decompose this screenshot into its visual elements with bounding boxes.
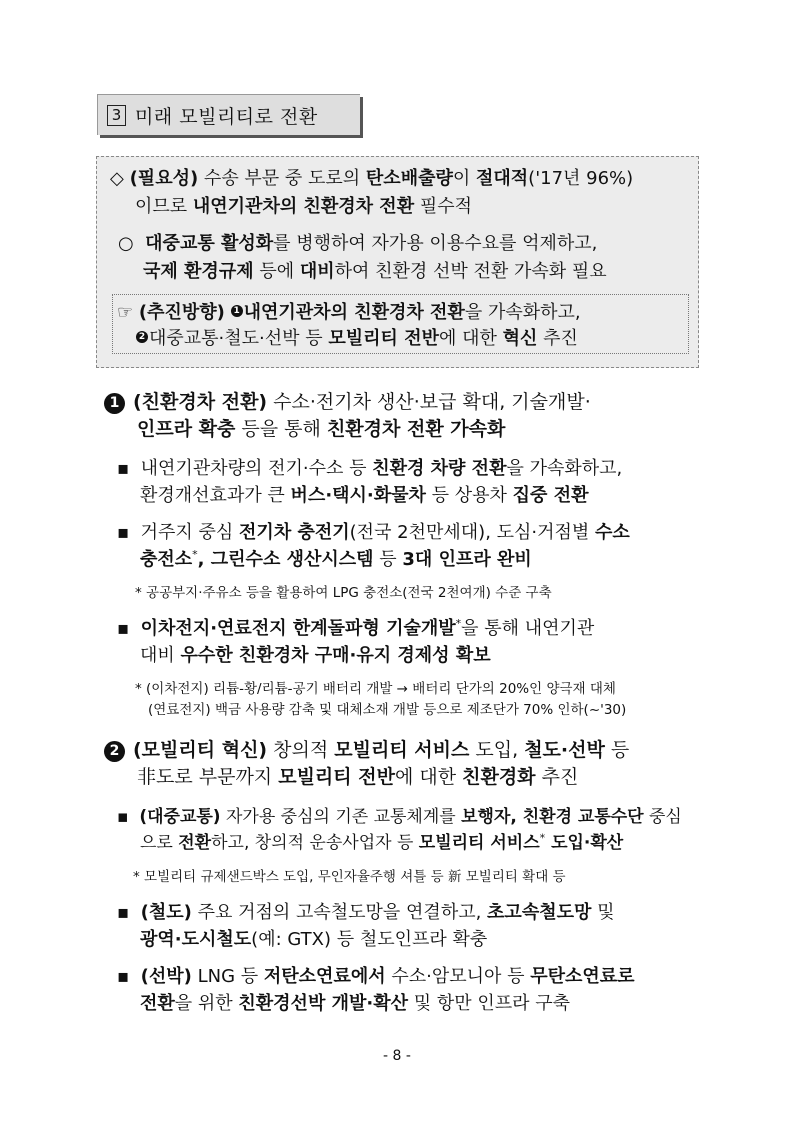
direction-line-1: ☞ (추진방향) 1 내연기관차의 친환경차 전환을 가속화하고, xyxy=(117,302,581,323)
square-bullet-icon: ▪ xyxy=(117,807,129,827)
square-bullet-icon: ▪ xyxy=(117,902,130,923)
item2-bullet2-line2: 광역·도시철도(예: GTX) 등 철도인프라 확충 xyxy=(140,929,488,950)
necessity-line-2: 이므로 내연기관차의 친환경차 전환 필수적 xyxy=(135,196,472,217)
number-2-icon: 2 xyxy=(136,331,148,343)
number-1-icon: 1 xyxy=(104,393,125,414)
item1-note-2a: * (이차전지) 리튬-황/리튬-공기 배터리 개발 → 배터리 단가의 20%인 양극재 대체 xyxy=(135,681,616,697)
direction-line-2: 2 대중교통·철도·선박 등 모빌리티 전반에 대한 혁신 추진 xyxy=(136,328,578,350)
square-bullet-icon: ▪ xyxy=(117,522,130,543)
transit-line-1: ○ 대중교통 활성화를 병행하여 자가용 이용수요를 억제하고, xyxy=(118,233,598,254)
item1-bullet2-line2: 충전소*, 그린수소 생산시스템 등 3대 인프라 완비 xyxy=(140,548,532,570)
section-title xyxy=(97,94,360,135)
square-bullet-icon: ▪ xyxy=(117,966,130,987)
item2-bullet2-line1: ▪ (철도) 주요 거점의 고속철도망을 연결하고, 초고속철도망 및 xyxy=(117,902,615,923)
transit-line-2: 국제 환경규제 등에 대비하여 친환경 선박 전환 가속화 필요 xyxy=(143,261,607,282)
item1-bullet2-line1: ▪ 거주지 중심 전기차 충전기(전국 2천만세대), 도심·거점별 수소 xyxy=(117,522,630,543)
item2-bullet1-line2: 으로 전환하고, 창의적 운송사업자 등 모빌리티 서비스* 도입·확산 xyxy=(140,831,624,853)
section-title-text: 미래 모빌리티로 전환 xyxy=(135,105,318,128)
item1-bullet1-line1: ▪ 내연기관차량의 전기·수소 등 친환경 차량 전환을 가속화하고, xyxy=(117,458,623,479)
item2-bullet3-line1: ▪ (선박) LNG 등 저탄소연료에서 수소·암모니아 등 무탄소연료로 xyxy=(117,966,635,987)
item2-heading-1: 2 (모빌리티 혁신) 창의적 모빌리티 서비스 도입, 철도·선박 등 xyxy=(104,738,629,762)
item1-note-2b: (연료전지) 백금 사용량 감축 및 대체소재 개발 등으로 제조단가 70% 인하(~'30) xyxy=(148,702,627,718)
circle-bullet-icon: ○ xyxy=(118,233,134,254)
item2-bullet3-line2: 전환을 위한 친환경선박 개발·확산 및 항만 인프라 구축 xyxy=(140,993,570,1014)
item2-heading-2: 非도로 부문까지 모빌리티 전반에 대한 친환경화 추진 xyxy=(137,766,579,788)
necessity-line-1: ◇ (필요성) 수송 부문 중 도로의 탄소배출량이 절대적('17년 96%) xyxy=(110,168,634,189)
page-number: - 8 - xyxy=(383,1048,411,1064)
square-bullet-icon: ▪ xyxy=(117,458,130,479)
square-bullet-icon: ▪ xyxy=(117,618,130,639)
item1-bullet1-line2: 환경개선효과가 큰 버스·택시·화물차 등 상용차 집중 전환 xyxy=(140,485,589,506)
diamond-icon: ◇ xyxy=(110,168,124,189)
number-2-icon: 2 xyxy=(104,741,125,762)
item1-note-1: * 공공부지·주유소 등을 활용하여 LPG 충전소(전국 2천여개) 수준 구축 xyxy=(135,585,552,601)
section-number: 3 xyxy=(107,105,126,126)
pointing-hand-icon: ☞ xyxy=(117,302,134,323)
item2-bullet1-line1: ▪ (대중교통) 자가용 중심의 기존 교통체계를 보행자, 친환경 교통수단 중심 xyxy=(117,807,682,827)
item1-heading-1: 1 (친환경차 전환) 수소·전기차 생산·보급 확대, 기술개발· xyxy=(104,390,591,414)
item1-bullet3-line2: 대비 우수한 친환경차 구매·유지 경제성 확보 xyxy=(140,645,491,666)
number-1-icon: 1 xyxy=(231,305,243,317)
item1-bullet3-line1: ▪ 이차전지·연료전지 한계돌파형 기술개발*을 통해 내연기관 xyxy=(117,617,595,639)
item1-heading-2: 인프라 확충 등을 통해 친환경차 전환 가속화 xyxy=(137,418,506,440)
item2-note-1: * 모빌리티 규제샌드박스 도입, 무인자율주행 셔틀 등 新 모빌리티 확대 등 xyxy=(133,869,566,885)
